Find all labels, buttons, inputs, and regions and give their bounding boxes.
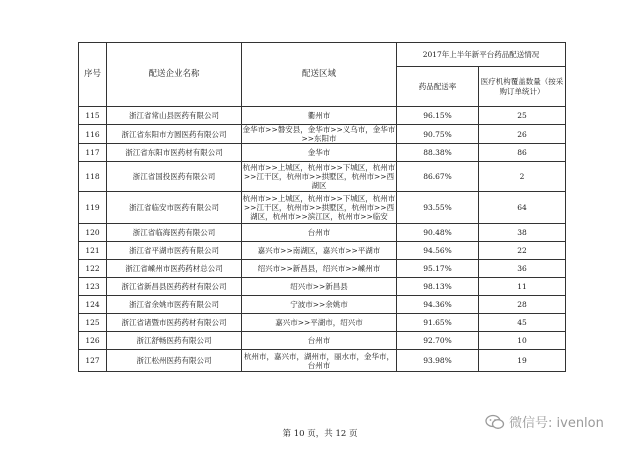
table-row	[79, 125, 566, 144]
cell-coverage: 2	[479, 162, 566, 192]
cell-no: 119	[79, 192, 107, 224]
distribution-table	[78, 42, 566, 372]
header-group: 2017年上半年新平台药品配送情况	[397, 43, 566, 67]
area-text: 衢州市	[307, 111, 331, 120]
area-text: 台州市	[307, 228, 331, 237]
cell-company: 浙江省常山县医药有限公司	[107, 107, 242, 125]
cell-rate: 95.17%	[397, 260, 479, 278]
cell-no: 115	[79, 107, 107, 125]
cell-area	[242, 107, 397, 125]
cell-rate: 90.75%	[397, 125, 479, 144]
cell-area	[242, 260, 397, 278]
cell-company: 浙江省东阳市方圆医药有限公司	[107, 125, 242, 144]
cell-company: 浙江省国投医药有限公司	[107, 162, 242, 192]
table-row	[79, 192, 566, 224]
area-text: 绍兴市>>新昌县	[290, 282, 348, 291]
cell-rate: 98.13%	[397, 278, 479, 296]
cell-company: 浙江舒畅医药有限公司	[107, 332, 242, 350]
cell-area	[242, 162, 397, 192]
header-area: 配送区域	[242, 43, 397, 107]
cell-rate: 96.15%	[397, 107, 479, 125]
cell-area	[242, 278, 397, 296]
area-text: 金华市>>磐安县，金华市>>义乌市，金华市>>东阳市	[242, 125, 396, 143]
cell-area	[242, 192, 397, 224]
table-row	[79, 350, 566, 372]
cell-company: 浙江松州医药有限公司	[107, 350, 242, 372]
header-no: 序号	[79, 43, 107, 107]
cell-area	[242, 332, 397, 350]
cell-company: 浙江省新昌县医药药材有限公司	[107, 278, 242, 296]
header-coverage: 医疗机构覆盖数量（按采购订单统计）	[479, 67, 566, 107]
table-row	[79, 224, 566, 242]
area-text: 嘉兴市>>平湖市，绍兴市	[275, 318, 363, 327]
cell-coverage: 64	[479, 192, 566, 224]
cell-rate: 86.67%	[397, 162, 479, 192]
cell-no: 122	[79, 260, 107, 278]
cell-rate: 94.56%	[397, 242, 479, 260]
area-text: 金华市	[307, 148, 331, 157]
area-text: 嘉兴市>>南湖区，嘉兴市>>平湖市	[257, 246, 381, 255]
table-body	[79, 107, 566, 372]
cell-no: 120	[79, 224, 107, 242]
watermark-text: 微信号: ivenlon	[509, 416, 604, 431]
table-row	[79, 162, 566, 192]
area-text: 杭州市>>上城区，杭州市>>下城区，杭州市>>江干区，杭州市>>拱墅区，杭州市>>西湖区，杭州市>>滨江区，杭州市>>临安	[242, 194, 396, 221]
table-row	[79, 144, 566, 162]
cell-coverage: 86	[479, 144, 566, 162]
wechat-icon	[485, 414, 505, 430]
cell-no: 125	[79, 314, 107, 332]
area-text: 杭州市，嘉兴市，湖州市，丽水市，金华市，台州市	[244, 351, 394, 370]
cell-company: 浙江省余姚市医药有限公司	[107, 296, 242, 314]
cell-company: 浙江省临海医药有限公司	[107, 224, 242, 242]
cell-area	[242, 296, 397, 314]
table-row	[79, 332, 566, 350]
cell-rate: 92.70%	[397, 332, 479, 350]
cell-no: 116	[79, 125, 107, 144]
cell-coverage: 28	[479, 296, 566, 314]
header-rate: 药品配送率	[397, 67, 479, 107]
cell-no: 127	[79, 350, 107, 372]
cell-company: 浙江省临安市医药有限公司	[107, 192, 242, 224]
cell-area	[242, 144, 397, 162]
cell-area	[242, 350, 397, 372]
cell-rate: 93.55%	[397, 192, 479, 224]
wechat-watermark	[485, 412, 604, 431]
cell-coverage: 26	[479, 125, 566, 144]
header-company: 配送企业名称	[107, 43, 242, 107]
cell-coverage: 25	[479, 107, 566, 125]
area-text: 台州市	[307, 336, 331, 345]
cell-coverage: 19	[479, 350, 566, 372]
page-footer: 第 10 页，共 12 页	[282, 429, 358, 439]
cell-coverage: 22	[479, 242, 566, 260]
cell-area	[242, 242, 397, 260]
area-text: 绍兴市>>新昌县，绍兴市>>嵊州市	[257, 264, 381, 273]
table-row	[79, 296, 566, 314]
cell-coverage: 11	[479, 278, 566, 296]
cell-rate: 93.98%	[397, 350, 479, 372]
cell-company: 浙江省平湖市医药有限公司	[107, 242, 242, 260]
table-row	[79, 314, 566, 332]
table-row	[79, 260, 566, 278]
cell-area	[242, 314, 397, 332]
cell-rate: 94.36%	[397, 296, 479, 314]
cell-coverage: 38	[479, 224, 566, 242]
area-text: 宁波市>>余姚市	[290, 300, 348, 309]
cell-no: 124	[79, 296, 107, 314]
area-text: 杭州市>>上城区，杭州市>>下城区，杭州市>>江干区，杭州市>>拱墅区，杭州市>>西湖区	[242, 163, 396, 190]
cell-coverage: 45	[479, 314, 566, 332]
cell-coverage: 36	[479, 260, 566, 278]
cell-no: 121	[79, 242, 107, 260]
table-row	[79, 242, 566, 260]
cell-company: 浙江省诸暨市医药药材有限公司	[107, 314, 242, 332]
cell-company: 浙江省嵊州市医药药材总公司	[107, 260, 242, 278]
table-row	[79, 107, 566, 125]
cell-coverage: 10	[479, 332, 566, 350]
cell-rate: 88.38%	[397, 144, 479, 162]
cell-no: 118	[79, 162, 107, 192]
cell-rate: 91.65%	[397, 314, 479, 332]
table-row	[79, 278, 566, 296]
cell-area	[242, 224, 397, 242]
cell-company: 浙江省东阳市医药材有限公司	[107, 144, 242, 162]
cell-no: 117	[79, 144, 107, 162]
cell-no: 123	[79, 278, 107, 296]
cell-rate: 90.48%	[397, 224, 479, 242]
cell-no: 126	[79, 332, 107, 350]
cell-area	[242, 125, 397, 144]
